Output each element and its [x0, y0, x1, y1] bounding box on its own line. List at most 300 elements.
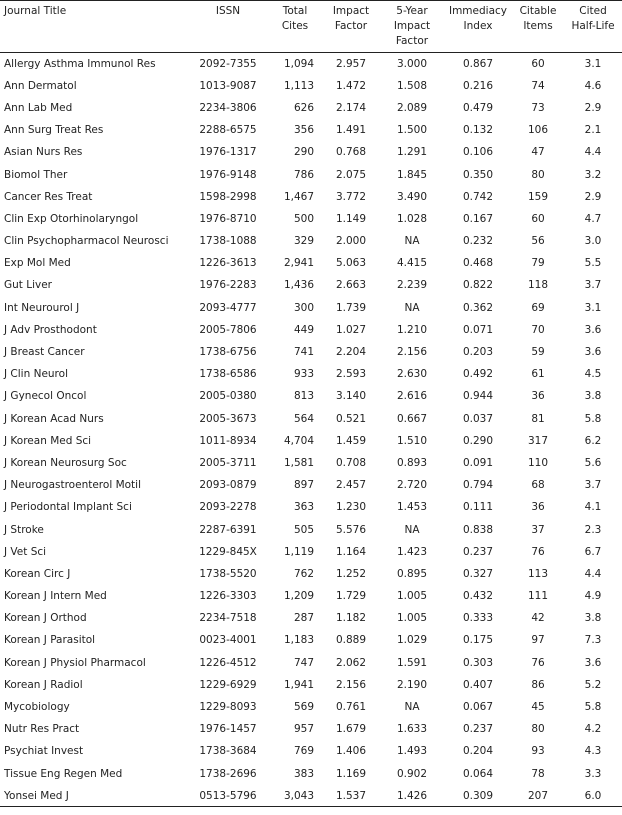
- cell-impact-factor: 0.889: [335, 634, 367, 647]
- cell-issn: 1226-3613: [199, 257, 257, 270]
- cell-citable-items: 36: [531, 390, 545, 403]
- cell-total-cites: 957: [293, 723, 314, 736]
- cell-journal-title: Ann Dermatol: [4, 79, 77, 92]
- cell-journal-title: J Clin Neurol: [4, 368, 68, 381]
- cell-cited-half-life: 3.6: [584, 656, 602, 669]
- header-cited-half-life: Cited Half-Life: [564, 1, 622, 53]
- cell-issn: 1976-2283: [199, 279, 257, 292]
- cell-immediacy-index: 0.492: [462, 368, 494, 381]
- table-row: [0, 363, 622, 385]
- cell-cited-half-life: 3.1: [584, 301, 602, 314]
- table-row: [0, 341, 622, 363]
- cell-cited-half-life: 4.6: [584, 79, 602, 92]
- table-row: [0, 252, 622, 274]
- cell-cited-half-life: 3.8: [584, 612, 602, 625]
- table-row: [0, 696, 622, 718]
- cell-5year-impact-factor: 1.591: [396, 656, 428, 669]
- cell-immediacy-index: 0.327: [462, 567, 494, 580]
- cell-cited-half-life: 3.7: [584, 279, 602, 292]
- cell-citable-items: 68: [531, 479, 545, 492]
- cell-total-cites: 1,467: [283, 190, 314, 203]
- cell-immediacy-index: 0.106: [462, 146, 494, 159]
- cell-immediacy-index: 0.479: [462, 101, 494, 114]
- cell-total-cites: 2,941: [283, 257, 314, 270]
- cell-impact-factor: 2.593: [335, 368, 367, 381]
- cell-citable-items: 70: [531, 323, 545, 336]
- table-row: [0, 763, 622, 785]
- table-row: [0, 718, 622, 740]
- cell-issn: 1738-5520: [199, 567, 257, 580]
- cell-impact-factor: 1.729: [335, 590, 367, 603]
- table-body: [0, 53, 622, 807]
- table-row: [0, 274, 622, 296]
- cell-5year-impact-factor: 0.902: [396, 767, 428, 780]
- cell-impact-factor: 0.708: [335, 456, 367, 469]
- cell-citable-items: 207: [512, 785, 564, 807]
- cell-immediacy-index: 0.432: [462, 590, 494, 603]
- table-row: [0, 430, 622, 452]
- cell-journal-title: J Adv Prosthodont: [4, 323, 97, 336]
- cell-total-cites: 3,043: [267, 785, 322, 807]
- cell-issn: 2093-2278: [199, 501, 257, 514]
- cell-total-cites: 569: [293, 701, 314, 714]
- cell-5year-impact-factor: 1.500: [396, 124, 428, 137]
- cell-issn: 0513-5796: [189, 785, 267, 807]
- table-row: [0, 541, 622, 563]
- cell-impact-factor: 1.252: [335, 567, 367, 580]
- cell-immediacy-index: 0.309: [444, 785, 512, 807]
- cell-journal-title: Nutr Res Pract: [4, 723, 80, 736]
- table-row: [0, 629, 622, 651]
- cell-5year-impact-factor: 1.510: [396, 434, 428, 447]
- cell-issn: 1976-1317: [199, 146, 257, 159]
- cell-5year-impact-factor: 0.895: [396, 567, 428, 580]
- header-journal-title: Journal Title: [0, 1, 189, 53]
- cell-immediacy-index: 0.407: [462, 678, 494, 691]
- cell-total-cites: 1,119: [283, 545, 314, 558]
- table-row: [0, 674, 622, 696]
- header-impact-factor: Impact Factor: [322, 1, 380, 53]
- cell-citable-items: 73: [531, 101, 545, 114]
- header-total-cites: Total Cites: [267, 1, 322, 53]
- cell-impact-factor: 5.063: [335, 257, 367, 270]
- cell-5year-impact-factor: 1.453: [396, 501, 428, 514]
- cell-citable-items: 42: [531, 612, 545, 625]
- cell-5year-impact-factor: NA: [404, 701, 420, 714]
- cell-citable-items: 61: [531, 368, 545, 381]
- table-row: [0, 474, 622, 496]
- cell-cited-half-life: 2.3: [584, 523, 602, 536]
- cell-cited-half-life: 5.8: [584, 701, 602, 714]
- cell-impact-factor: 2.156: [335, 678, 367, 691]
- cell-5year-impact-factor: NA: [404, 523, 420, 536]
- cell-total-cites: 626: [293, 101, 314, 114]
- table-row: [0, 408, 622, 430]
- cell-cited-half-life: 6.7: [584, 545, 602, 558]
- cell-5year-impact-factor: 1.845: [396, 168, 428, 181]
- cell-immediacy-index: 0.111: [462, 501, 494, 514]
- cell-5year-impact-factor: 2.156: [396, 346, 428, 359]
- table-row: [0, 785, 622, 807]
- cell-cited-half-life: 2.9: [584, 101, 602, 114]
- cell-issn: 1229-8093: [199, 701, 257, 714]
- cell-cited-half-life: 5.6: [584, 456, 602, 469]
- cell-journal-title: Korean J Physiol Pharmacol: [4, 656, 146, 669]
- cell-impact-factor: 1.149: [335, 212, 367, 225]
- cell-citable-items: 113: [527, 567, 549, 580]
- cell-cited-half-life: 2.1: [584, 124, 602, 137]
- table-row: [0, 53, 622, 75]
- table-row: [0, 319, 622, 341]
- cell-issn: 1738-3684: [199, 745, 257, 758]
- cell-journal-title: J Korean Neurosurg Soc: [4, 456, 127, 469]
- cell-journal-title: J Korean Med Sci: [4, 434, 92, 447]
- cell-impact-factor: 2.204: [335, 346, 367, 359]
- cell-cited-half-life: 7.3: [584, 634, 602, 647]
- cell-journal-title: Yonsei Med J: [0, 785, 189, 807]
- cell-total-cites: 1,113: [283, 79, 314, 92]
- cell-issn: 1976-8710: [199, 212, 257, 225]
- table-row: [0, 119, 622, 141]
- cell-total-cites: 813: [293, 390, 314, 403]
- cell-issn: 2287-6391: [199, 523, 257, 536]
- cell-total-cites: 786: [293, 168, 314, 181]
- cell-total-cites: 762: [293, 567, 314, 580]
- cell-immediacy-index: 0.216: [462, 79, 494, 92]
- cell-total-cites: 741: [293, 346, 314, 359]
- cell-immediacy-index: 0.362: [462, 301, 494, 314]
- cell-issn: 2005-3673: [199, 412, 257, 425]
- cell-immediacy-index: 0.333: [462, 612, 494, 625]
- table-header: [0, 1, 622, 53]
- cell-issn: 2005-3711: [199, 456, 257, 469]
- cell-immediacy-index: 0.237: [462, 545, 494, 558]
- cell-journal-title: J Stroke: [4, 523, 44, 536]
- cell-total-cites: 1,183: [283, 634, 314, 647]
- cell-citable-items: 111: [527, 590, 549, 603]
- cell-issn: 0023-4001: [199, 634, 257, 647]
- cell-5year-impact-factor: 1.005: [396, 590, 428, 603]
- cell-journal-title: Biomol Ther: [4, 168, 68, 181]
- cell-total-cites: 933: [293, 368, 314, 381]
- cell-total-cites: 363: [293, 501, 314, 514]
- cell-immediacy-index: 0.232: [462, 235, 494, 248]
- cell-citable-items: 159: [527, 190, 549, 203]
- cell-cited-half-life: 3.7: [584, 479, 602, 492]
- table-row: [0, 607, 622, 629]
- table-row: [0, 208, 622, 230]
- cell-impact-factor: 1.739: [335, 301, 367, 314]
- cell-issn: 2093-0879: [199, 479, 257, 492]
- cell-citable-items: 81: [531, 412, 545, 425]
- cell-cited-half-life: 4.9: [584, 590, 602, 603]
- table-row: [0, 563, 622, 585]
- cell-citable-items: 59: [531, 346, 545, 359]
- cell-cited-half-life: 6.2: [584, 434, 602, 447]
- cell-issn: 1738-6586: [199, 368, 257, 381]
- cell-impact-factor: 2.062: [335, 656, 367, 669]
- cell-5year-impact-factor: 3.000: [396, 57, 428, 70]
- cell-immediacy-index: 0.303: [462, 656, 494, 669]
- cell-citable-items: 78: [531, 767, 545, 780]
- cell-impact-factor: 1.182: [335, 612, 367, 625]
- cell-cited-half-life: 3.1: [584, 57, 602, 70]
- cell-total-cites: 4,704: [283, 434, 314, 447]
- cell-issn: 2234-7518: [199, 612, 257, 625]
- cell-5year-impact-factor: 0.667: [396, 412, 428, 425]
- cell-issn: 1013-9087: [199, 79, 257, 92]
- cell-impact-factor: 0.761: [335, 701, 367, 714]
- cell-issn: 2288-6575: [199, 124, 257, 137]
- cell-cited-half-life: 3.2: [584, 168, 602, 181]
- cell-cited-half-life: 4.1: [584, 501, 602, 514]
- cell-journal-title: Gut Liver: [4, 279, 53, 292]
- cell-journal-title: Clin Psychopharmacol Neurosci: [4, 235, 169, 248]
- cell-total-cites: 383: [293, 767, 314, 780]
- header-issn: ISSN: [189, 1, 267, 53]
- cell-5year-impact-factor: NA: [404, 235, 420, 248]
- table-row: [0, 496, 622, 518]
- table-row: [0, 385, 622, 407]
- cell-cited-half-life: 3.8: [584, 390, 602, 403]
- cell-citable-items: 45: [531, 701, 545, 714]
- cell-immediacy-index: 0.867: [462, 57, 494, 70]
- cell-impact-factor: 1.027: [335, 323, 367, 336]
- cell-impact-factor: 0.521: [335, 412, 367, 425]
- cell-cited-half-life: 4.2: [584, 723, 602, 736]
- cell-issn: 1226-4512: [199, 656, 257, 669]
- cell-journal-title: J Neurogastroenterol Motil: [4, 479, 142, 492]
- cell-total-cites: 564: [293, 412, 314, 425]
- cell-5year-impact-factor: 0.893: [396, 456, 428, 469]
- cell-journal-title: J Gynecol Oncol: [4, 390, 87, 403]
- cell-cited-half-life: 5.5: [584, 257, 602, 270]
- table-row: [0, 141, 622, 163]
- table-row: [0, 518, 622, 540]
- cell-immediacy-index: 0.350: [462, 168, 494, 181]
- cell-immediacy-index: 0.822: [462, 279, 494, 292]
- cell-total-cites: 1,436: [283, 279, 314, 292]
- cell-5year-impact-factor: 2.089: [396, 101, 428, 114]
- cell-impact-factor: 1.164: [335, 545, 367, 558]
- table-row: [0, 186, 622, 208]
- cell-citable-items: 76: [531, 545, 545, 558]
- cell-impact-factor: 2.174: [335, 101, 367, 114]
- cell-journal-title: Cancer Res Treat: [4, 190, 93, 203]
- cell-total-cites: 290: [293, 146, 314, 159]
- cell-immediacy-index: 0.468: [462, 257, 494, 270]
- cell-5year-impact-factor: 1.426: [380, 785, 444, 807]
- cell-total-cites: 505: [293, 523, 314, 536]
- cell-cited-half-life: 4.5: [584, 368, 602, 381]
- cell-5year-impact-factor: 2.720: [396, 479, 428, 492]
- cell-impact-factor: 2.000: [335, 235, 367, 248]
- table-row: [0, 297, 622, 319]
- cell-immediacy-index: 0.167: [462, 212, 494, 225]
- cell-cited-half-life: 4.3: [584, 745, 602, 758]
- table-row: [0, 452, 622, 474]
- cell-journal-title: Korean J Radiol: [4, 678, 83, 691]
- cell-cited-half-life: 4.7: [584, 212, 602, 225]
- cell-journal-title: Tissue Eng Regen Med: [4, 767, 123, 780]
- cell-5year-impact-factor: 4.415: [396, 257, 428, 270]
- cell-issn: 1229-6929: [199, 678, 257, 691]
- cell-citable-items: 36: [531, 501, 545, 514]
- cell-impact-factor: 2.663: [335, 279, 367, 292]
- cell-5year-impact-factor: 3.490: [396, 190, 428, 203]
- table-row: [0, 740, 622, 762]
- cell-5year-impact-factor: 1.005: [396, 612, 428, 625]
- cell-journal-title: Korean Circ J: [4, 567, 71, 580]
- cell-journal-title: Exp Mol Med: [4, 257, 71, 270]
- cell-issn: 2005-7806: [199, 323, 257, 336]
- cell-citable-items: 47: [531, 146, 545, 159]
- cell-citable-items: 79: [531, 257, 545, 270]
- cell-5year-impact-factor: 2.190: [396, 678, 428, 691]
- cell-journal-title: J Vet Sci: [4, 545, 47, 558]
- cell-cited-half-life: 3.3: [584, 767, 602, 780]
- cell-issn: 1976-9148: [199, 168, 257, 181]
- cell-immediacy-index: 0.175: [462, 634, 494, 647]
- cell-cited-half-life: 3.0: [584, 235, 602, 248]
- cell-citable-items: 86: [531, 678, 545, 691]
- cell-immediacy-index: 0.067: [462, 701, 494, 714]
- cell-cited-half-life: 3.6: [584, 323, 602, 336]
- cell-journal-title: Ann Lab Med: [4, 101, 73, 114]
- header-immediacy-index: Immediacy Index: [444, 1, 512, 53]
- cell-journal-title: Asian Nurs Res: [4, 146, 83, 159]
- cell-citable-items: 60: [531, 57, 545, 70]
- cell-citable-items: 106: [527, 124, 549, 137]
- cell-immediacy-index: 0.944: [462, 390, 494, 403]
- cell-citable-items: 60: [531, 212, 545, 225]
- cell-5year-impact-factor: 1.633: [396, 723, 428, 736]
- cell-cited-half-life: 3.6: [584, 346, 602, 359]
- cell-issn: 1738-1088: [199, 235, 257, 248]
- cell-journal-title: Korean J Orthod: [4, 612, 87, 625]
- cell-journal-title: J Korean Acad Nurs: [4, 412, 104, 425]
- cell-journal-title: Psychiat Invest: [4, 745, 84, 758]
- cell-impact-factor: 1.169: [335, 767, 367, 780]
- cell-total-cites: 500: [293, 212, 314, 225]
- cell-total-cites: 329: [293, 235, 314, 248]
- cell-citable-items: 80: [531, 168, 545, 181]
- table-row: [0, 75, 622, 97]
- cell-impact-factor: 2.457: [335, 479, 367, 492]
- cell-5year-impact-factor: 2.616: [396, 390, 428, 403]
- cell-citable-items: 80: [531, 723, 545, 736]
- cell-immediacy-index: 0.037: [462, 412, 494, 425]
- cell-immediacy-index: 0.794: [462, 479, 494, 492]
- cell-journal-title: Korean J Parasitol: [4, 634, 96, 647]
- cell-total-cites: 1,581: [283, 456, 314, 469]
- cell-journal-title: Ann Surg Treat Res: [4, 124, 104, 137]
- cell-immediacy-index: 0.838: [462, 523, 494, 536]
- cell-total-cites: 1,094: [283, 57, 314, 70]
- cell-impact-factor: 1.679: [335, 723, 367, 736]
- cell-immediacy-index: 0.203: [462, 346, 494, 359]
- cell-journal-title: Int Neurourol J: [4, 301, 80, 314]
- table-row: [0, 230, 622, 252]
- cell-citable-items: 74: [531, 79, 545, 92]
- cell-cited-half-life: 4.4: [584, 567, 602, 580]
- cell-issn: 2092-7355: [199, 57, 257, 70]
- cell-impact-factor: 2.957: [335, 57, 367, 70]
- cell-cited-half-life: 4.4: [584, 146, 602, 159]
- cell-journal-title: J Periodontal Implant Sci: [4, 501, 132, 514]
- cell-impact-factor: 1.491: [335, 124, 367, 137]
- cell-5year-impact-factor: 1.028: [396, 212, 428, 225]
- cell-citable-items: 118: [527, 279, 549, 292]
- cell-impact-factor: 0.768: [335, 146, 367, 159]
- cell-impact-factor: 3.140: [335, 390, 367, 403]
- cell-journal-title: Mycobiology: [4, 701, 70, 714]
- cell-5year-impact-factor: 1.291: [396, 146, 428, 159]
- cell-citable-items: 56: [531, 235, 545, 248]
- cell-issn: 2234-3806: [199, 101, 257, 114]
- cell-impact-factor: 1.459: [335, 434, 367, 447]
- table-row: [0, 97, 622, 119]
- cell-5year-impact-factor: 1.210: [396, 323, 428, 336]
- cell-citable-items: 93: [531, 745, 545, 758]
- cell-total-cites: 356: [293, 124, 314, 137]
- cell-journal-title: Korean J Intern Med: [4, 590, 107, 603]
- cell-cited-half-life: 5.8: [584, 412, 602, 425]
- cell-immediacy-index: 0.132: [462, 124, 494, 137]
- cell-impact-factor: 2.075: [335, 168, 367, 181]
- cell-total-cites: 287: [293, 612, 314, 625]
- cell-immediacy-index: 0.742: [462, 190, 494, 203]
- cell-immediacy-index: 0.071: [462, 323, 494, 336]
- cell-total-cites: 449: [293, 323, 314, 336]
- cell-issn: 1598-2998: [199, 190, 257, 203]
- cell-citable-items: 76: [531, 656, 545, 669]
- cell-5year-impact-factor: 1.508: [396, 79, 428, 92]
- cell-impact-factor: 5.576: [335, 523, 367, 536]
- cell-total-cites: 769: [293, 745, 314, 758]
- cell-issn: 1738-2696: [199, 767, 257, 780]
- cell-cited-half-life: 2.9: [584, 190, 602, 203]
- cell-total-cites: 897: [293, 479, 314, 492]
- cell-impact-factor: 1.537: [322, 785, 380, 807]
- cell-issn: 1226-3303: [199, 590, 257, 603]
- cell-5year-impact-factor: 1.423: [396, 545, 428, 558]
- cell-cited-half-life: 6.0: [564, 785, 622, 807]
- cell-journal-title: J Breast Cancer: [4, 346, 85, 359]
- cell-issn: 2093-4777: [199, 301, 257, 314]
- cell-citable-items: 110: [527, 456, 549, 469]
- cell-issn: 1011-8934: [199, 434, 257, 447]
- cell-impact-factor: 1.472: [335, 79, 367, 92]
- header-5year-impact-factor: 5-Year Impact Factor: [380, 1, 444, 53]
- cell-citable-items: 37: [531, 523, 545, 536]
- cell-citable-items: 317: [527, 434, 549, 447]
- cell-cited-half-life: 5.2: [584, 678, 602, 691]
- cell-total-cites: 1,941: [283, 678, 314, 691]
- table-row: [0, 652, 622, 674]
- cell-5year-impact-factor: NA: [404, 301, 420, 314]
- cell-5year-impact-factor: 1.493: [396, 745, 428, 758]
- cell-impact-factor: 1.406: [335, 745, 367, 758]
- cell-immediacy-index: 0.091: [462, 456, 494, 469]
- cell-total-cites: 300: [293, 301, 314, 314]
- cell-impact-factor: 1.230: [335, 501, 367, 514]
- cell-immediacy-index: 0.204: [462, 745, 494, 758]
- cell-issn: 1229-845X: [199, 545, 257, 558]
- cell-total-cites: 1,209: [283, 590, 314, 603]
- cell-immediacy-index: 0.237: [462, 723, 494, 736]
- cell-issn: 1976-1457: [199, 723, 257, 736]
